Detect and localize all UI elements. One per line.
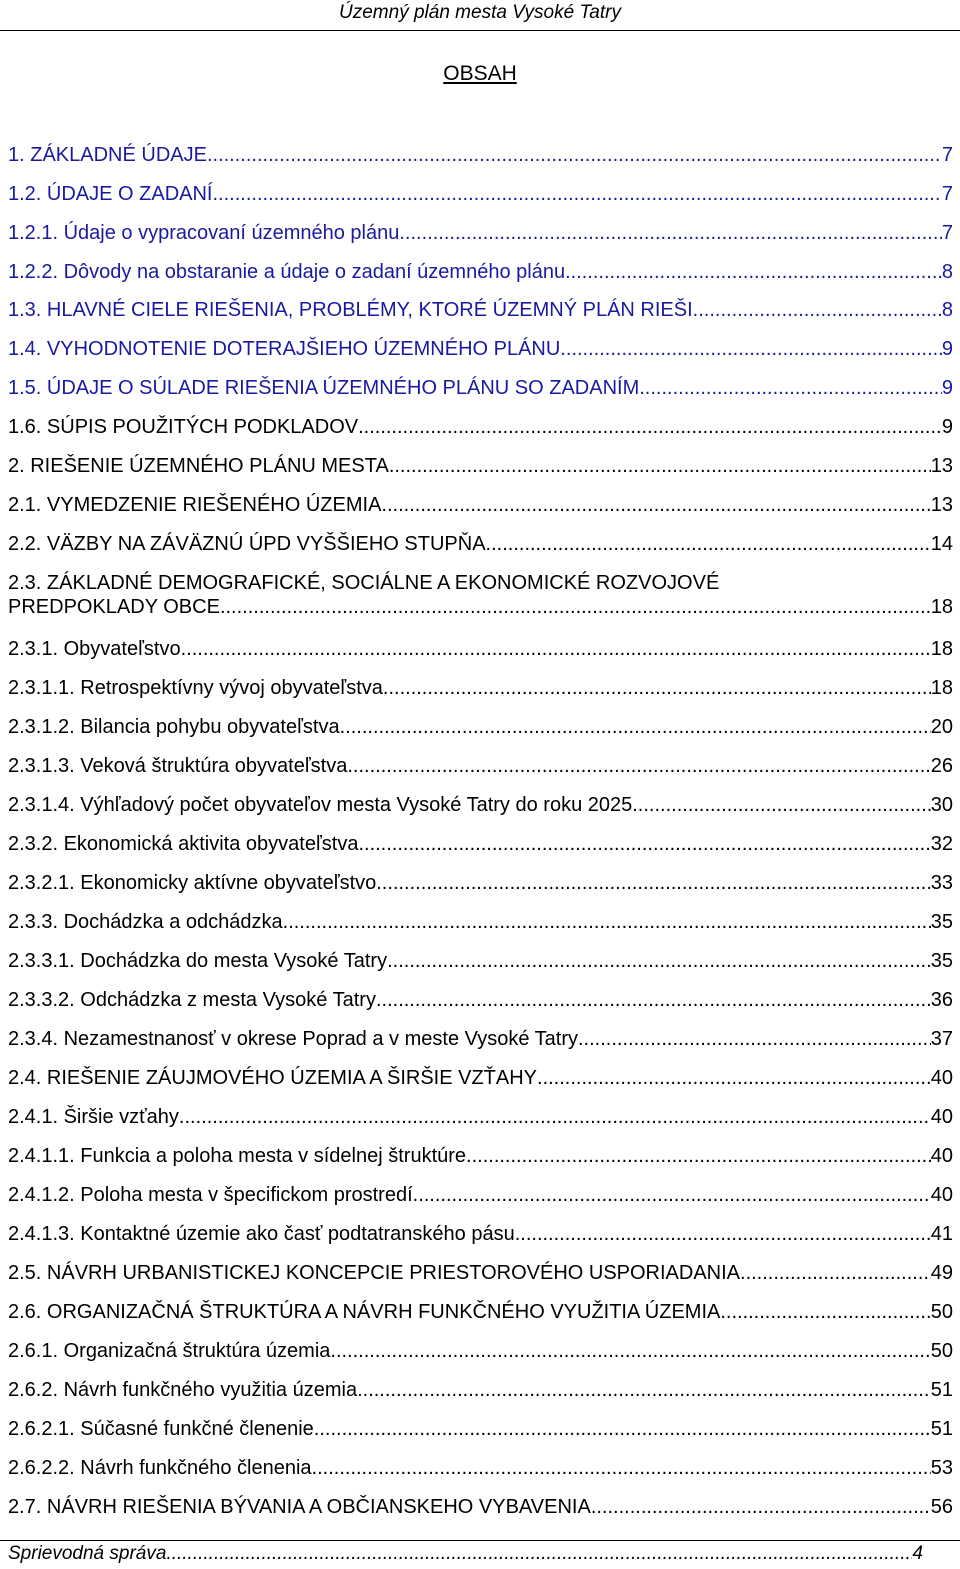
- toc-entry[interactable]: [8, 832, 953, 856]
- toc-entry[interactable]: [8, 337, 953, 361]
- toc-entry-text: 2.3.1.3. Veková štruktúra obyvateľstva: [8, 755, 348, 777]
- toc-entry-text: PREDPOKLADY OBCE: [8, 596, 220, 618]
- toc-page-number: 50: [930, 1340, 953, 1362]
- toc-entry-text: 2.3. ZÁKLADNÉ DEMOGRAFICKÉ, SOCIÁLNE A EKONOMICKÉ ROZVOJOVÉ: [8, 572, 720, 594]
- toc-entry-text: 2.4.1.3. Kontaktné územie ako časť podtatranského pásu: [8, 1223, 515, 1245]
- toc-entry[interactable]: [8, 1183, 953, 1207]
- toc-page-number: 51: [930, 1379, 953, 1401]
- toc-title: OBSAH: [443, 62, 517, 85]
- toc-entry-text: 2.1. VYMEDZENIE RIEŠENÉHO ÚZEMIA: [8, 494, 382, 516]
- toc-leader-dots: [399, 221, 942, 245]
- toc-entry[interactable]: [8, 949, 953, 973]
- toc-entry[interactable]: [8, 637, 953, 661]
- toc-entry-text: 2.3.3. Dochádzka a odchádzka: [8, 911, 283, 933]
- toc-leader-dots: [330, 1339, 930, 1363]
- toc-entry[interactable]: [8, 1027, 953, 1051]
- toc-entry[interactable]: [8, 493, 953, 517]
- toc-entry-text: 2.3.1.1. Retrospektívny vývoj obyvateľstva: [8, 677, 383, 699]
- toc-entry[interactable]: [8, 1300, 953, 1324]
- toc-entry-text: 2.6.2.2. Návrh funkčného členenia: [8, 1457, 312, 1479]
- toc-leader-dots: [578, 1027, 931, 1051]
- toc-entry-text: 1.6. SÚPIS POUŽITÝCH PODKLADOV: [8, 416, 359, 438]
- toc-leader-dots: [181, 637, 931, 661]
- toc-page-number: 33: [930, 872, 953, 894]
- toc-page-number: 18: [930, 596, 953, 618]
- toc-entry[interactable]: [8, 1261, 953, 1285]
- toc-leader-dots: [179, 1105, 931, 1129]
- toc-entry-text: 1.2.2. Dôvody na obstaranie a údaje o zadaní územného plánu: [8, 261, 566, 283]
- toc-leader-dots: [220, 595, 931, 619]
- toc-leader-dots: [389, 454, 931, 478]
- toc-leader-dots: [591, 1495, 931, 1519]
- toc-entry-text: 2.3.4. Nezamestnanosť v okrese Poprad a v meste Vysoké Tatry: [8, 1028, 578, 1050]
- toc-page-number: 7: [941, 222, 953, 244]
- toc-page-number: 13: [930, 494, 953, 516]
- toc-entry[interactable]: [8, 1378, 953, 1402]
- toc-entry[interactable]: [8, 376, 953, 400]
- toc-entry-text: 2.4.1. Širšie vzťahy: [8, 1106, 179, 1128]
- toc-page-number: 35: [930, 950, 953, 972]
- toc-entry[interactable]: [8, 871, 953, 895]
- toc-leader-dots: [486, 532, 931, 556]
- toc-page-number: 40: [930, 1184, 953, 1206]
- toc-page-number: 49: [930, 1262, 953, 1284]
- toc-entry-text: 1. ZÁKLADNÉ ÚDAJE: [8, 144, 207, 166]
- toc-page-number: 14: [930, 533, 953, 555]
- toc-leader-dots: [358, 832, 930, 856]
- toc-page-number: 40: [930, 1106, 953, 1128]
- toc-leader-dots: [340, 715, 931, 739]
- toc-leader-dots: [207, 143, 942, 167]
- toc-entry-text: 2.3.2. Ekonomická aktivita obyvateľstva: [8, 833, 359, 855]
- toc-page-number: 18: [930, 677, 953, 699]
- toc-entry-text: 1.5. ÚDAJE O SÚLADE RIEŠENIA ÚZEMNÉHO PLÁNU SO ZADANÍM: [8, 377, 640, 399]
- toc-leader-dots: [314, 1417, 931, 1441]
- toc-entry-text: 2.6. ORGANIZAČNÁ ŠTRUKTÚRA A NÁVRH FUNKČNÉHO VYUŽITIA ÚZEMIA: [8, 1301, 721, 1323]
- toc-leader-dots: [413, 1183, 931, 1207]
- toc-leader-dots: [213, 182, 942, 206]
- toc-entry-text: 2.6.2.1. Súčasné funkčné členenie: [8, 1418, 314, 1440]
- toc-leader-dots: [639, 376, 942, 400]
- toc-entry[interactable]: [8, 260, 953, 284]
- toc-entry[interactable]: [8, 676, 953, 700]
- toc-leader-dots: [632, 793, 931, 817]
- toc-entry[interactable]: [8, 221, 953, 245]
- toc-page-number: 9: [941, 377, 953, 399]
- toc-entry-text: 2. RIEŠENIE ÚZEMNÉHO PLÁNU MESTA: [8, 455, 389, 477]
- toc-page-number: 36: [930, 989, 953, 1011]
- toc-entry[interactable]: [8, 1066, 953, 1090]
- toc-leader-dots: [515, 1222, 931, 1246]
- toc-entry-text: 2.2. VÄZBY NA ZÁVÄZNÚ ÚPD VYŠŠIEHO STUPŇA: [8, 533, 486, 555]
- toc-leader-dots: [347, 754, 930, 778]
- toc-page-number: 51: [930, 1418, 953, 1440]
- toc-leader-dots: [376, 988, 931, 1012]
- toc-entry-text: 2.5. NÁVRH URBANISTICKEJ KONCEPCIE PRIESTOROVÉHO USPORIADANIA: [8, 1262, 741, 1284]
- toc-entry[interactable]: [8, 1222, 953, 1246]
- toc-page-number: 56: [930, 1496, 953, 1518]
- toc-page-number: 7: [941, 183, 953, 205]
- toc-entry[interactable]: [8, 532, 953, 556]
- toc-page-number: 32: [930, 833, 953, 855]
- toc-entry[interactable]: [8, 454, 953, 478]
- toc-leader-dots: [376, 871, 931, 895]
- toc-page-number: 30: [930, 794, 953, 816]
- toc-entry[interactable]: [8, 571, 953, 619]
- toc-entry[interactable]: [8, 298, 953, 322]
- toc-entry-text: 2.3.3.1. Dochádzka do mesta Vysoké Tatry: [8, 950, 388, 972]
- toc-entry-text: 1.3. HLAVNÉ CIELE RIEŠENIA, PROBLÉMY, KTORÉ ÚZEMNÝ PLÁN RIEŠI: [8, 299, 693, 321]
- toc-entry[interactable]: [8, 910, 953, 934]
- toc-leader-dots: [358, 415, 942, 439]
- toc-leader-dots: [560, 337, 942, 361]
- toc-entry-text: 2.4.1.2. Poloha mesta v špecifickom prostredí: [8, 1184, 413, 1206]
- toc-entry[interactable]: [8, 1105, 953, 1129]
- toc-leader-dots: [383, 676, 931, 700]
- toc-page-number: 13: [930, 455, 953, 477]
- toc-entry-text: 2.3.1.4. Výhľadový počet obyvateľov mesta Vysoké Tatry do roku 2025: [8, 794, 633, 816]
- toc-entry[interactable]: [8, 1456, 953, 1480]
- toc-page-number: 40: [930, 1067, 953, 1089]
- toc-entry-text: 1.4. VYHODNOTENIE DOTERAJŠIEHO ÚZEMNÉHO PLÁNU: [8, 338, 561, 360]
- footer-label: Sprievodná správa: [8, 1543, 167, 1564]
- toc-entry-text: 2.7. NÁVRH RIEŠENIA BÝVANIA A OBČIANSKEHO VYBAVENIA: [8, 1496, 591, 1518]
- toc-entry-text: 2.4.1.1. Funkcia a poloha mesta v sídelnej štruktúre: [8, 1145, 467, 1167]
- toc-leader-dots: [387, 949, 931, 973]
- toc-entry-text: 2.3.1.2. Bilancia pohybu obyvateľstva: [8, 716, 340, 738]
- running-header: Územný plán mesta Vysoké Tatry: [339, 2, 621, 23]
- footer-page-number: 4: [912, 1543, 923, 1564]
- toc-page-number: 26: [930, 755, 953, 777]
- toc-entry-text: 2.4. RIEŠENIE ZÁUJMOVÉHO ÚZEMIA A ŠIRŠIE VZŤAHY: [8, 1067, 538, 1089]
- toc-entry[interactable]: [8, 754, 953, 778]
- toc-leader-dots: [693, 298, 942, 322]
- toc-page-number: 35: [930, 911, 953, 933]
- toc-page-number: 18: [930, 638, 953, 660]
- toc-entry[interactable]: [8, 1144, 953, 1168]
- toc-page-number: 8: [941, 261, 953, 283]
- toc-entry[interactable]: [8, 415, 953, 439]
- toc-leader-dots: [357, 1378, 931, 1402]
- toc-page-number: 41: [930, 1223, 953, 1245]
- toc-leader-dots: [312, 1456, 931, 1480]
- toc-leader-dots: [720, 1300, 930, 1324]
- toc-leader-dots: [740, 1261, 931, 1285]
- toc-entry-text: 2.6.1. Organizačná štruktúra územia: [8, 1340, 331, 1362]
- toc-entry-text: 2.3.3.2. Odchádzka z mesta Vysoké Tatry: [8, 989, 376, 1011]
- footer-leader-dots: [166, 1543, 912, 1565]
- toc-entry[interactable]: [8, 143, 953, 167]
- footer-divider: [0, 1540, 960, 1541]
- toc-entry-text: 2.3.1. Obyvateľstvo: [8, 638, 181, 660]
- header-divider: [0, 30, 960, 31]
- toc-entry[interactable]: [8, 1495, 953, 1519]
- toc-entry-text: 1.2.1. Údaje o vypracovaní územného plánu: [8, 222, 400, 244]
- toc-entry-text: 1.2. ÚDAJE O ZADANÍ: [8, 183, 213, 205]
- toc-entry[interactable]: [8, 182, 953, 206]
- toc-leader-dots: [381, 493, 930, 517]
- toc-entry[interactable]: [8, 1417, 953, 1441]
- toc-page-number: 53: [930, 1457, 953, 1479]
- toc-page-number: 20: [930, 716, 953, 738]
- toc-leader-dots: [537, 1066, 931, 1090]
- toc-entry[interactable]: [8, 793, 953, 817]
- toc-page-number: 9: [941, 338, 953, 360]
- toc-page-number: 40: [930, 1145, 953, 1167]
- toc-entry[interactable]: [8, 715, 953, 739]
- page-footer: [8, 1543, 923, 1565]
- toc-leader-dots: [466, 1144, 931, 1168]
- toc-entry-text: 2.3.2.1. Ekonomicky aktívne obyvateľstvo: [8, 872, 377, 894]
- toc-page-number: 37: [930, 1028, 953, 1050]
- toc-entry[interactable]: [8, 988, 953, 1012]
- toc-page-number: 7: [941, 144, 953, 166]
- toc-page-number: 9: [941, 416, 953, 438]
- toc-page-number: 50: [930, 1301, 953, 1323]
- toc-leader-dots: [565, 260, 942, 284]
- toc-entry-text: 2.6.2. Návrh funkčného využitia územia: [8, 1379, 358, 1401]
- toc-entry[interactable]: [8, 1339, 953, 1363]
- toc-leader-dots: [283, 910, 931, 934]
- toc-page-number: 8: [941, 299, 953, 321]
